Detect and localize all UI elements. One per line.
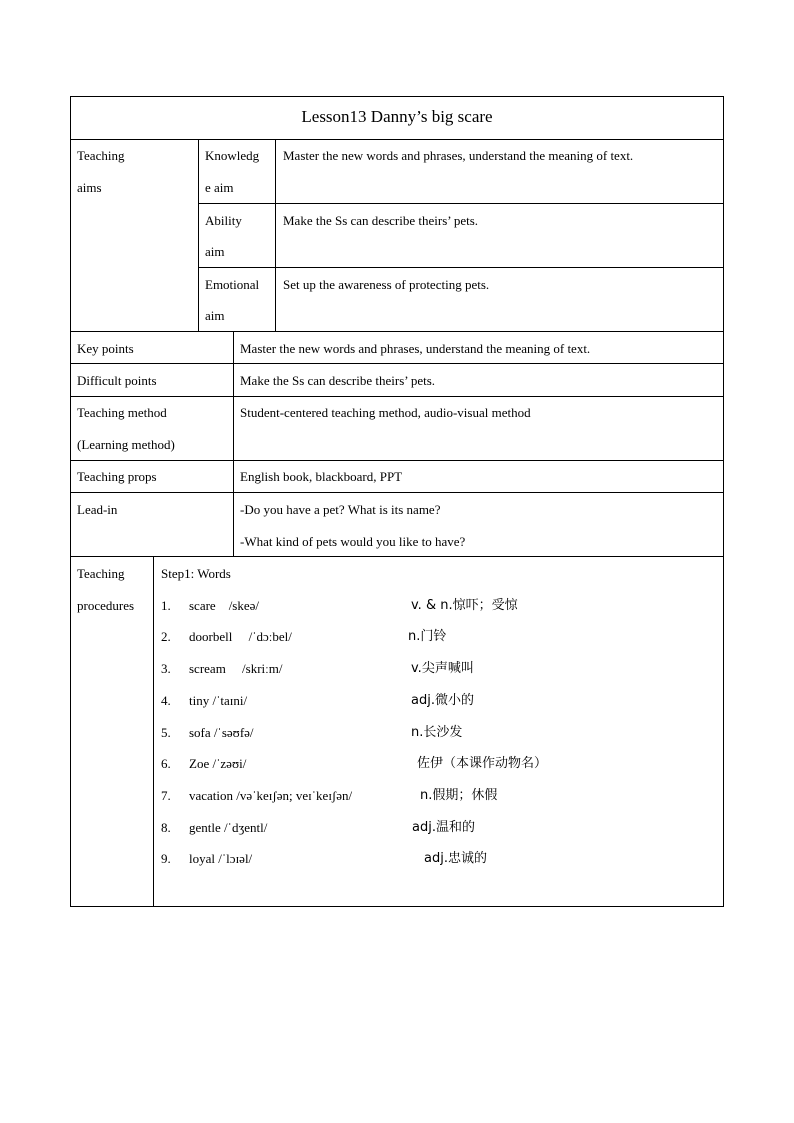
teaching-method-label: Teaching method: [77, 405, 167, 420]
word-entry: scream /skriːm/: [189, 661, 283, 676]
word-meaning: n.长沙发: [411, 725, 463, 740]
word-entry: sofa /ˈsəʊfə/: [189, 725, 254, 740]
word-num: 2.: [161, 629, 171, 644]
word-meaning: v.尖声喊叫: [411, 661, 474, 676]
word-num: 8.: [161, 820, 171, 835]
teaching-props-text: English book, blackboard, PPT: [240, 469, 403, 484]
word-entry: loyal /ˈlɔɪəl/: [189, 851, 253, 866]
knowledge-aim-label-cont: e aim: [205, 180, 234, 195]
word-num: 7.: [161, 788, 171, 803]
word-meaning: adj.忠诚的: [424, 851, 487, 866]
word-meaning: n.假期；休假: [420, 788, 498, 803]
word-entry: doorbell /ˈdɔːbel/: [189, 629, 292, 644]
key-points-text: Master the new words and phrases, understand the meaning of text.: [240, 341, 591, 356]
lead-in-label: Lead-in: [77, 502, 118, 517]
ability-aim-label: Ability: [205, 213, 242, 228]
word-meaning: adj.温和的: [412, 820, 475, 835]
word-num: 3.: [161, 661, 171, 676]
word-entry: tiny /ˈtaɪni/: [189, 693, 248, 708]
word-meaning: n.门铃: [408, 629, 447, 644]
aims-label: Teaching: [77, 148, 125, 163]
word-num: 9.: [161, 851, 171, 866]
teaching-props-label: Teaching props: [77, 469, 157, 484]
word-num: 5.: [161, 725, 171, 740]
word-entry: Zoe /ˈzəʊi/: [189, 756, 247, 771]
emotional-aim-label-cont: aim: [205, 308, 225, 323]
lead-in-question-1: -Do you have a pet? What is its name?: [240, 502, 441, 517]
ability-aim-text: Make the Ss can describe theirs’ pets.: [283, 213, 479, 228]
ability-aim-label-cont: aim: [205, 244, 225, 259]
procedures-label: Teaching: [77, 566, 125, 581]
page-title: Lesson13 Danny’s big scare: [301, 107, 493, 126]
aims-label-cont: aims: [77, 180, 102, 195]
knowledge-aim-label: Knowledg: [205, 148, 260, 163]
difficult-points-label: Difficult points: [77, 373, 157, 388]
learning-method-label: (Learning method): [77, 437, 175, 452]
step-heading: Step1: Words: [161, 566, 231, 581]
difficult-points-text: Make the Ss can describe theirs’ pets.: [240, 373, 436, 388]
word-meaning: v. & n.惊吓；受惊: [411, 598, 518, 613]
word-meaning: 佐伊（本课作动物名）: [417, 756, 548, 771]
word-num: 4.: [161, 693, 171, 708]
knowledge-aim-text: Master the new words and phrases, understand the meaning of text.: [283, 148, 634, 163]
emotional-aim-text: Set up the awareness of protecting pets.: [283, 277, 490, 292]
word-meaning: adj.微小的: [411, 693, 474, 708]
word-entry: vacation /vəˈkeɪʃən; veɪˈkeɪʃən/: [189, 788, 353, 803]
lead-in-question-2: -What kind of pets would you like to have?: [240, 534, 466, 549]
teaching-method-text: Student-centered teaching method, audio-visual method: [240, 405, 531, 420]
word-entry: gentle /ˈdʒentl/: [189, 820, 268, 835]
word-num: 1.: [161, 598, 171, 613]
word-entry: scare /skeə/: [189, 598, 260, 613]
emotional-aim-label: Emotional: [205, 277, 260, 292]
word-num: 6.: [161, 756, 171, 771]
procedures-label-cont: procedures: [77, 598, 135, 613]
key-points-label: Key points: [77, 341, 134, 356]
